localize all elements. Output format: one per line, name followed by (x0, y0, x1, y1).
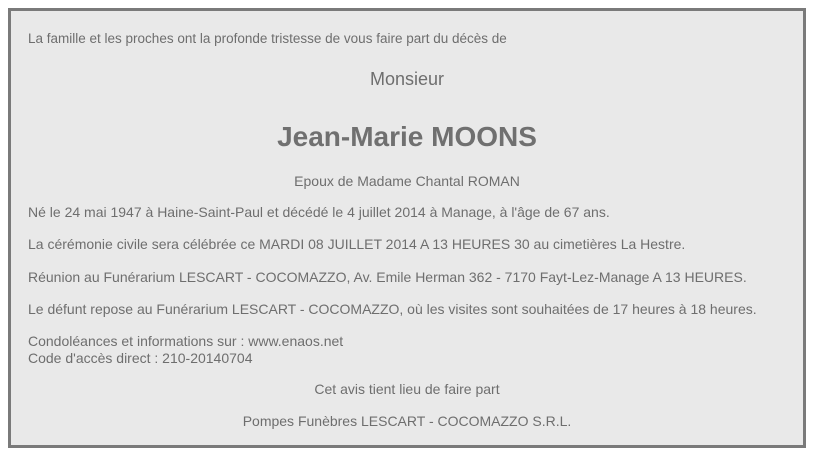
access-code: Code d'accès direct : 210-20140704 (28, 350, 253, 366)
funeral-company: Pompes Funèbres LESCART - COCOMAZZO S.R.L. (242, 413, 572, 429)
deceased-name: Jean-Marie MOONS (277, 121, 537, 152)
closing-note: Cet avis tient lieu de faire part (314, 381, 500, 397)
ceremony-info: La cérémonie civile sera célébrée ce MARDI 08 JUILLET 2014 A 13 HEURES 30 au cimetières La Hestre. (28, 236, 686, 252)
spouse-line: Epoux de Madame Chantal ROMAN (294, 173, 520, 189)
condolences-info: Condoléances et informations sur : www.enaos.net (28, 333, 344, 349)
gathering-info: Réunion au Funérarium LESCART - COCOMAZZO, Av. Emile Herman 362 - 7170 Fayt-Lez-Manage A 13 HEURES. (28, 269, 747, 285)
visits-info: Le défunt repose au Funérarium LESCART - COCOMAZZO, où les visites sont souhaitées de 17 heures à 18 heures. (28, 301, 757, 317)
intro-text: La famille et les proches ont la profonde tristesse de vous faire part du décès de (28, 31, 507, 46)
death-notice (8, 8, 806, 448)
civility-title: Monsieur (369, 69, 445, 89)
birth-death-info: Né le 24 mai 1947 à Haine-Saint-Paul et décédé le 4 juillet 2014 à Manage, à l'âge de 67 ans. (28, 204, 610, 220)
